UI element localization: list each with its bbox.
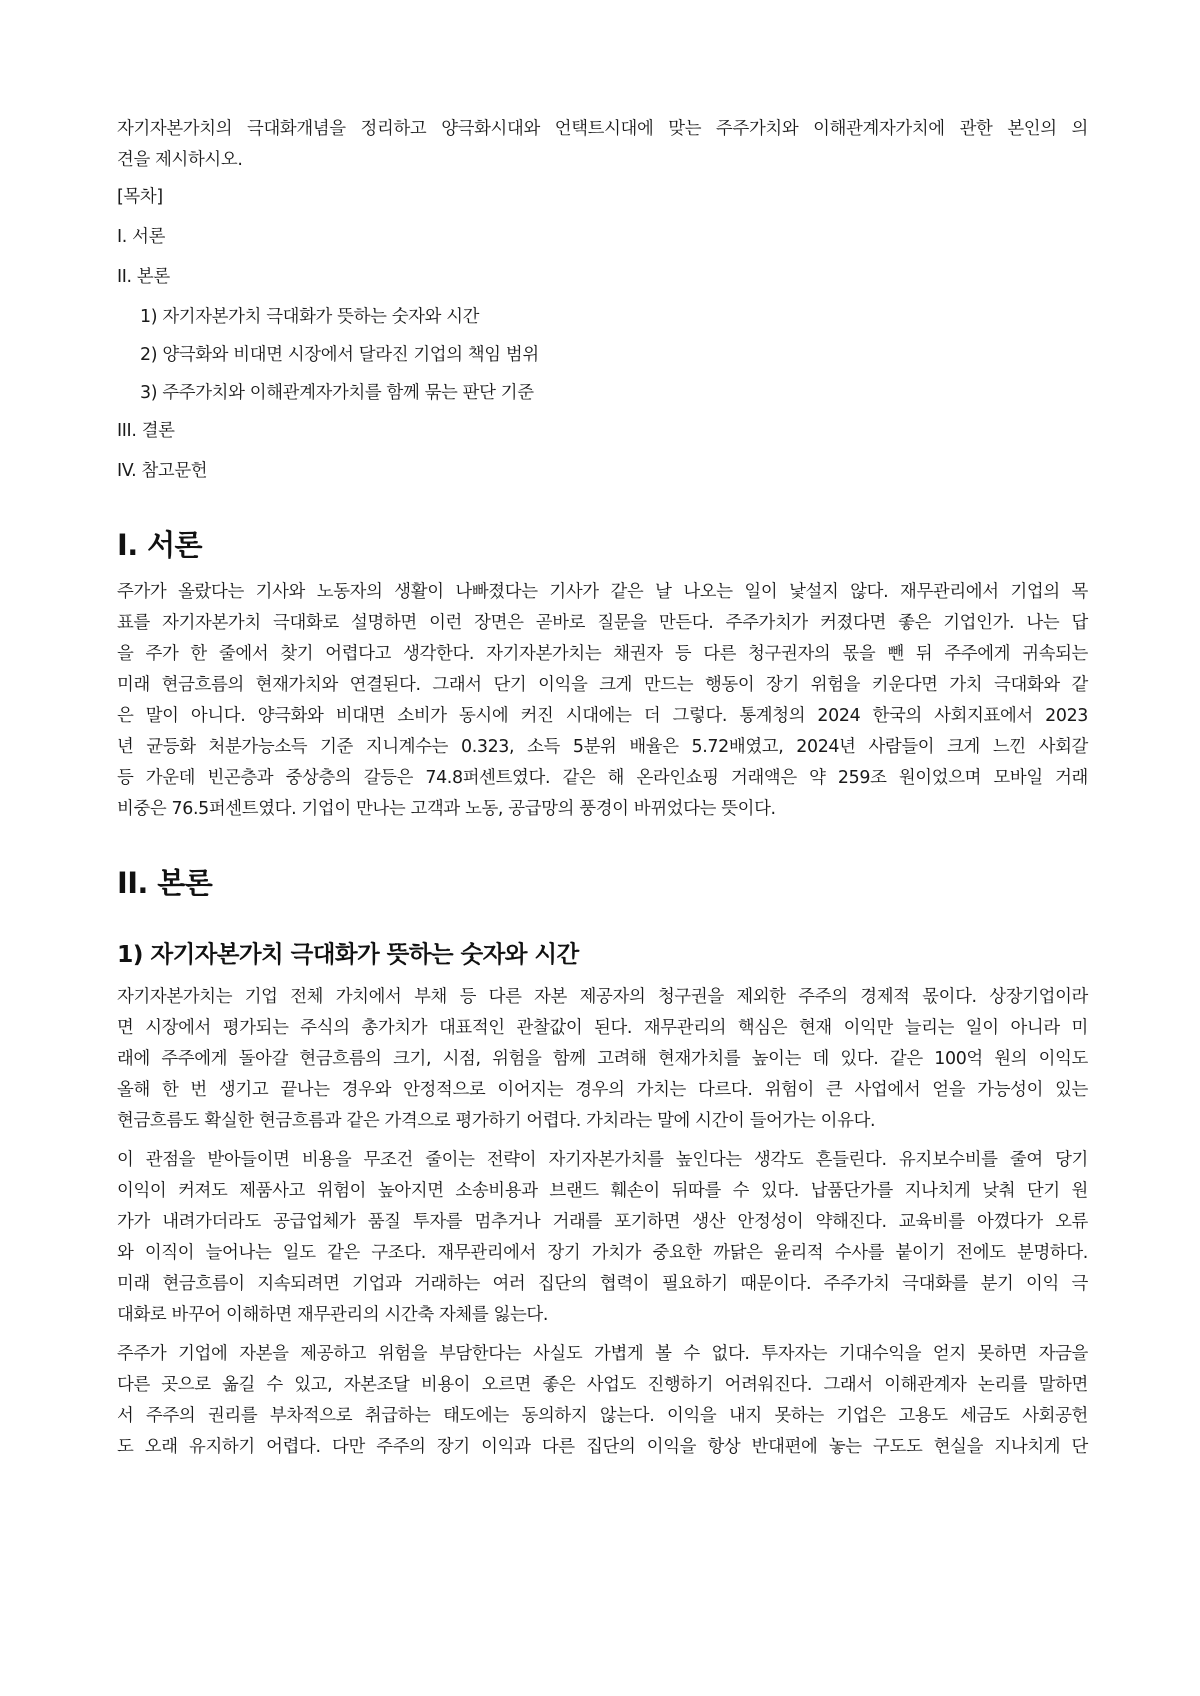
subsection-heading: 1) 자기자본가치 극대화가 뜻하는 숫자와 시간 xyxy=(117,940,579,968)
assignment-prompt xyxy=(117,114,1088,176)
paragraph-line: 이익이 커져도 제품사고 위험이 높아지면 소송비용과 브랜드 훼손이 뒤따를 수 있다. 납품단가를 지나치게 낮춰 단기 원 xyxy=(117,1181,1088,1201)
section-heading-introduction: I. 서론 xyxy=(117,528,202,562)
paragraph-line: 이 관점을 받아들이면 비용을 무조건 줄이는 전략이 자기자본가치를 높인다는 생각도 흔들린다. 유지보수비를 줄여 당기 xyxy=(117,1150,1088,1170)
paragraph-line: 주주가 기업에 자본을 제공하고 위험을 부담한다는 사실도 가볍게 볼 수 없다. 투자자는 기대수익을 얻지 못하면 자금을 xyxy=(117,1344,1088,1364)
prompt-line: 자기자본가치의 극대화개념을 정리하고 양극화시대와 언택트시대에 맞는 주주가치와 이해관계자가치에 관한 본인의 의 xyxy=(117,119,1088,139)
paragraph-line: 주가가 올랐다는 기사와 노동자의 생활이 나빠졌다는 기사가 같은 날 나오는 일이 낯설지 않다. 재무관리에서 기업의 목 xyxy=(117,582,1088,602)
paragraph-line: 면 시장에서 평가되는 주식의 총가치가 대표적인 관찰값이 된다. 재무관리의 핵심은 현재 이익만 늘리는 일이 아니라 미 xyxy=(117,1018,1088,1038)
paragraph-line: 서 주주의 권리를 부차적으로 취급하는 태도에는 동의하지 않는다. 이익을 내지 못하는 기업은 고용도 세금도 사회공헌 xyxy=(117,1406,1088,1426)
paragraph-line: 미래 현금흐름이 지속되려면 기업과 거래하는 여러 집단의 협력이 필요하기 때문이다. 주주가치 극대화를 분기 이익 극 xyxy=(117,1274,1088,1294)
toc-subitem: 1) 자기자본가치 극대화가 뜻하는 숫자와 시간 xyxy=(140,307,480,327)
body-paragraph xyxy=(117,982,1088,1137)
paragraph-line: 올해 한 번 생기고 끝나는 경우와 안정적으로 이어지는 경우의 가치는 다르다. 위험이 큰 사업에서 얻을 가능성이 있는 xyxy=(117,1080,1088,1100)
paragraph-line: 을 주가 한 줄에서 찾기 어렵다고 생각한다. 자기자본가치는 채권자 등 다른 청구권자의 몫을 뺀 뒤 주주에게 귀속되는 xyxy=(117,644,1088,664)
toc-item: II. 본론 xyxy=(117,267,170,287)
prompt-line: 견을 제시하시오. xyxy=(117,150,243,170)
paragraph-line: 년 균등화 처분가능소득 기준 지니계수는 0.323, 소득 5분위 배율은 5.72배였고, 2024년 사람들이 크게 느낀 사회갈 xyxy=(117,737,1088,757)
body-paragraph xyxy=(117,1145,1088,1331)
introduction-paragraph xyxy=(117,577,1088,825)
toc-item: I. 서론 xyxy=(117,227,166,247)
paragraph-line: 미래 현금흐름의 현재가치와 연결된다. 그래서 단기 이익을 크게 만드는 행동이 장기 위험을 키운다면 가치 극대화와 같 xyxy=(117,675,1088,695)
paragraph-line: 현금흐름도 확실한 현금흐름과 같은 가격으로 평가하기 어렵다. 가치라는 말에 시간이 들어가는 이유다. xyxy=(117,1111,876,1131)
paragraph-line: 도 오래 유지하기 어렵다. 다만 주주의 장기 이익과 다른 집단의 이익을 항상 반대편에 놓는 구도도 현실을 지나치게 단 xyxy=(117,1437,1088,1457)
body-paragraph xyxy=(117,1339,1088,1463)
paragraph-line: 비중은 76.5퍼센트였다. 기업이 만나는 고객과 노동, 공급망의 풍경이 바뀌었다는 뜻이다. xyxy=(117,799,776,819)
paragraph-line: 대화로 바꾸어 이해하면 재무관리의 시간축 자체를 잃는다. xyxy=(117,1305,549,1325)
paragraph-line: 래에 주주에게 돌아갈 현금흐름의 크기, 시점, 위험을 함께 고려해 현재가치를 높이는 데 있다. 같은 100억 원의 이익도 xyxy=(117,1049,1088,1069)
paragraph-line: 등 가운데 빈곤층과 중상층의 갈등은 74.8퍼센트였다. 같은 해 온라인쇼핑 거래액은 약 259조 원이었으며 모바일 거래 xyxy=(117,768,1088,788)
toc-subitem: 3) 주주가치와 이해관계자가치를 함께 묶는 판단 기준 xyxy=(140,383,534,403)
toc-heading: [목차] xyxy=(117,187,163,207)
paragraph-line: 가가 내려가더라도 공급업체가 품질 투자를 멈추거나 거래를 포기하면 생산 안정성이 약해진다. 교육비를 아꼈다가 오류 xyxy=(117,1212,1088,1232)
toc-item: IV. 참고문헌 xyxy=(117,461,208,481)
section-heading-body: II. 본론 xyxy=(117,866,213,900)
paragraph-line: 자기자본가치는 기업 전체 가치에서 부채 등 다른 자본 제공자의 청구권을 제외한 주주의 경제적 몫이다. 상장기업이라 xyxy=(117,987,1088,1007)
paragraph-line: 은 말이 아니다. 양극화와 비대면 소비가 동시에 커진 시대에는 더 그렇다. 통계청의 2024 한국의 사회지표에서 2023 xyxy=(117,706,1088,726)
table-of-contents xyxy=(117,182,1088,487)
paragraph-line: 표를 자기자본가치 극대화로 설명하면 이런 장면은 곧바로 질문을 만든다. 주주가치가 커졌다면 좋은 기업인가. 나는 답 xyxy=(117,613,1088,633)
toc-item: III. 결론 xyxy=(117,421,175,441)
toc-subitem: 2) 양극화와 비대면 시장에서 달라진 기업의 책임 범위 xyxy=(140,345,539,365)
paragraph-line: 와 이직이 늘어나는 일도 같은 구조다. 재무관리에서 장기 가치가 중요한 까닭은 윤리적 수사를 붙이기 전에도 분명하다. xyxy=(117,1243,1088,1263)
paragraph-line: 다른 곳으로 옮길 수 있고, 자본조달 비용이 오르면 좋은 사업도 진행하기 어려워진다. 그래서 이해관계자 논리를 말하면 xyxy=(117,1375,1088,1395)
